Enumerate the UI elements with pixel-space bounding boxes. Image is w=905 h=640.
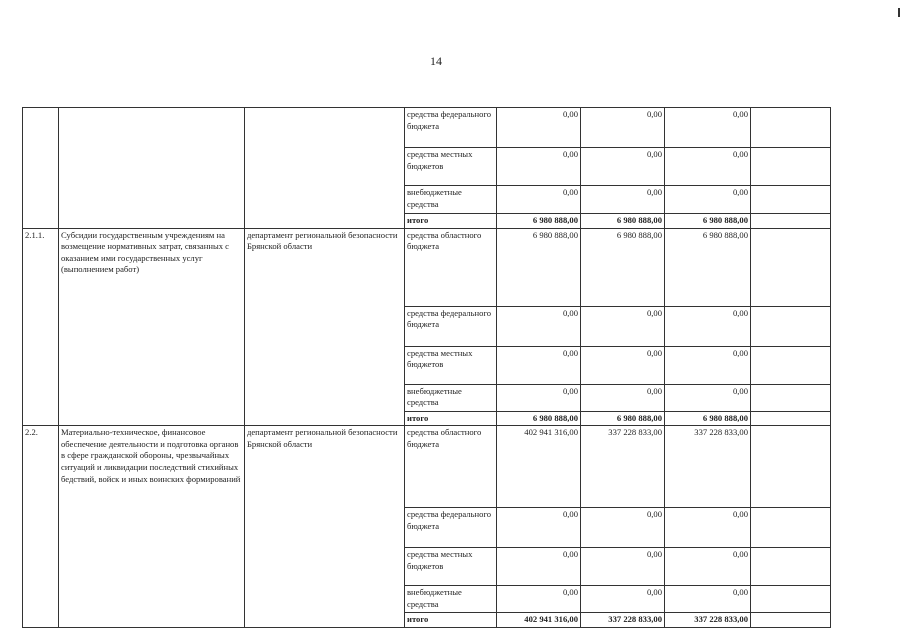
budget-table [22,107,831,628]
funding-source-cell: средства местных бюджетов [405,346,497,384]
measure-name-cell [59,108,245,229]
funding-source-cell: итого [405,613,497,628]
empty-cell [751,411,831,426]
funding-source-cell: средства местных бюджетов [405,148,497,186]
empty-cell [751,108,831,148]
section-number: 2.1.1. [23,228,59,426]
measure-name: Субсидии государственным учреждениям на возмещение нормативных затрат, связанных с оказанием ими государственных услуг (выполнением работ) [59,228,245,426]
funding-source-cell: средства федерального бюджета [405,108,497,148]
funding-source-cell: средства областного бюджета [405,228,497,306]
amount-year-2-cell: 6 980 888,00 [581,214,665,229]
empty-cell [751,426,831,508]
section-number: 2.2. [23,426,59,628]
empty-cell [751,214,831,229]
funding-source-cell: итого [405,214,497,229]
amount-year-2-cell: 0,00 [581,508,665,548]
table-row [23,108,831,148]
funding-source-cell: средства местных бюджетов [405,548,497,586]
empty-cell [751,346,831,384]
executor-cell [245,108,405,229]
amount-year-3-cell: 0,00 [665,548,751,586]
amount-year-2-cell: 6 980 888,00 [581,228,665,306]
amount-year-3-cell: 0,00 [665,586,751,613]
amount-year-1-cell: 6 980 888,00 [497,214,581,229]
amount-year-1-cell: 402 941 316,00 [497,613,581,628]
amount-year-1-cell: 0,00 [497,384,581,411]
amount-year-3-cell: 0,00 [665,346,751,384]
amount-year-1-cell: 0,00 [497,306,581,346]
funding-source-cell: внебюджетные средства [405,586,497,613]
page-number: 14 [430,54,442,68]
empty-cell [751,228,831,306]
amount-year-1-cell: 0,00 [497,548,581,586]
funding-source-cell: внебюджетные средства [405,186,497,214]
amount-year-3-cell: 6 980 888,00 [665,228,751,306]
amount-year-3-cell: 337 228 833,00 [665,426,751,508]
amount-year-2-cell: 337 228 833,00 [581,613,665,628]
amount-year-1-cell: 0,00 [497,186,581,214]
amount-year-3-cell: 6 980 888,00 [665,214,751,229]
amount-year-1-cell: 0,00 [497,346,581,384]
index-cell [23,108,59,229]
amount-year-3-cell: 0,00 [665,384,751,411]
executor-name: департамент региональной безопасности Брянской области [245,426,405,628]
amount-year-1-cell: 0,00 [497,508,581,548]
table-row [23,426,831,508]
amount-year-2-cell: 0,00 [581,548,665,586]
budget-table-body [23,108,831,628]
funding-source-cell: итого [405,411,497,426]
amount-year-2-cell: 0,00 [581,346,665,384]
executor-name: департамент региональной безопасности Брянской области [245,228,405,426]
amount-year-3-cell: 337 228 833,00 [665,613,751,628]
amount-year-1-cell: 0,00 [497,586,581,613]
amount-year-3-cell: 0,00 [665,148,751,186]
amount-year-2-cell: 0,00 [581,384,665,411]
funding-source-cell: средства федерального бюджета [405,508,497,548]
amount-year-3-cell: 0,00 [665,508,751,548]
amount-year-3-cell: 0,00 [665,306,751,346]
amount-year-3-cell: 6 980 888,00 [665,411,751,426]
amount-year-1-cell: 6 980 888,00 [497,228,581,306]
amount-year-1-cell: 0,00 [497,108,581,148]
empty-cell [751,548,831,586]
empty-cell [751,306,831,346]
measure-name: Материально-техническое, финансовое обеспечение деятельности и подготовка органов в сфере гражданской обороны, чрезвычайных ситуаций и ликвидации последствий стихийных бедствий, войск и иных воинских формирований [59,426,245,628]
empty-cell [751,148,831,186]
amount-year-2-cell: 337 228 833,00 [581,426,665,508]
amount-year-1-cell: 0,00 [497,148,581,186]
scan-mark [898,8,900,17]
amount-year-1-cell: 402 941 316,00 [497,426,581,508]
funding-source-cell: средства федерального бюджета [405,306,497,346]
amount-year-2-cell: 0,00 [581,586,665,613]
empty-cell [751,384,831,411]
amount-year-3-cell: 0,00 [665,186,751,214]
amount-year-2-cell: 6 980 888,00 [581,411,665,426]
amount-year-2-cell: 0,00 [581,108,665,148]
amount-year-1-cell: 6 980 888,00 [497,411,581,426]
amount-year-3-cell: 0,00 [665,108,751,148]
funding-source-cell: средства областного бюджета [405,426,497,508]
empty-cell [751,586,831,613]
empty-cell [751,508,831,548]
table-row [23,228,831,306]
empty-cell [751,186,831,214]
amount-year-2-cell: 0,00 [581,186,665,214]
empty-cell [751,613,831,628]
amount-year-2-cell: 0,00 [581,148,665,186]
funding-source-cell: внебюджетные средства [405,384,497,411]
amount-year-2-cell: 0,00 [581,306,665,346]
